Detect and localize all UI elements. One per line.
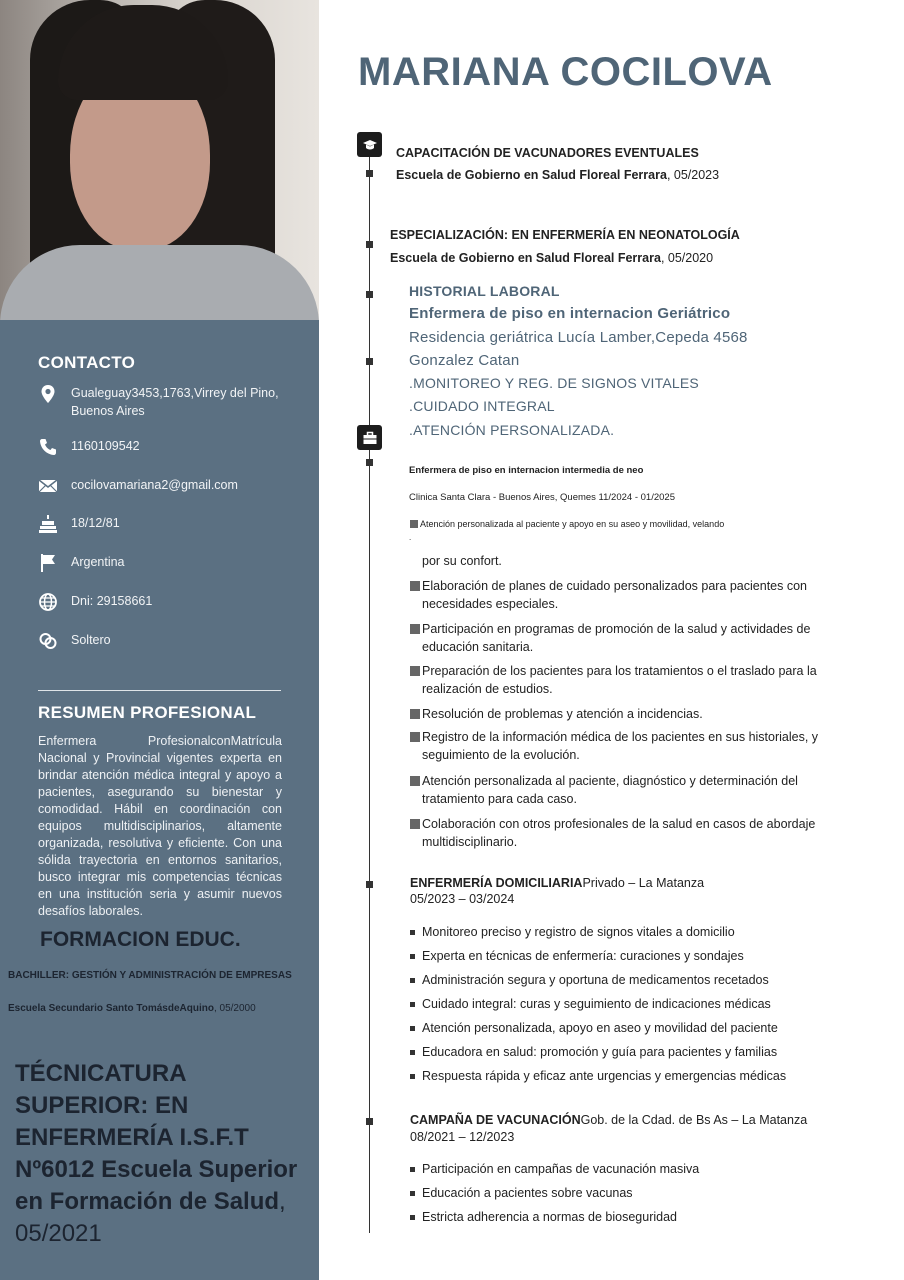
bullet-icon — [410, 978, 415, 983]
location-pin-icon — [38, 384, 58, 404]
job-2-first-text: Atención personalizada al paciente y apoyo en su aseo y movilidad, velando — [420, 519, 725, 529]
job-4-title: CAMPAÑA DE VACUNACIÓN — [410, 1113, 581, 1127]
timeline-dot — [366, 241, 373, 248]
job-2-first-dot: . — [409, 533, 412, 542]
timeline-icon-education — [357, 132, 382, 157]
school-name: Escuela Secundario Santo TomásdeAquino — [8, 1003, 214, 1014]
course-1-school: Escuela de Gobierno en Salud Floreal Ferrara — [396, 168, 667, 182]
bullet-icon — [410, 1167, 415, 1172]
summary-text: Enfermera ProfesionalconMatrícula Nacional y Provincial vigentes experta en brindar atención médica integral y apoyo a pacientes, asegurando su bienestar y comodidad. Hábil en coordinación con equipos multidisciplinarios, altamente organizada, resolutiva y eficiente. Con una sólida trayectoria en entornos sanitarios, busco integrar mis competencias técnicas en una institución seria y asumir nuevos desafíos laborales. — [38, 734, 282, 918]
bachiller-line — [8, 970, 292, 981]
contact-country — [38, 553, 286, 573]
job-2-title: Enfermera de piso en internacion intermedia de neo — [409, 465, 644, 476]
job-2-item: Participación en programas de promoción de la salud y actividades de educación sanitaria. — [410, 620, 830, 656]
profile-photo — [0, 0, 319, 320]
job-2-item: Colaboración con otros profesionales de la salud en casos de abordaje multidisciplinario. — [410, 815, 830, 851]
email-icon — [38, 476, 58, 496]
flag-icon — [38, 553, 58, 573]
status-text: Soltero — [71, 633, 111, 647]
bullet-icon — [410, 930, 415, 935]
course-1-date: , 05/2023 — [666, 168, 720, 182]
summary-title: RESUMEN PROFESIONAL — [38, 703, 257, 722]
square-bullet-icon — [410, 819, 420, 829]
bachiller-label: BACHILLER — [8, 970, 66, 981]
job-4-list — [410, 1157, 699, 1229]
job-1-task-3: .ATENCIÓN PERSONALIZADA. — [409, 422, 615, 438]
history-title: HISTORIAL LABORAL — [409, 283, 560, 299]
sidebar-divider — [38, 690, 281, 691]
country-text: Argentina — [71, 555, 125, 569]
bullet-icon — [410, 1050, 415, 1055]
timeline-dot — [366, 459, 373, 466]
contact-phone — [38, 437, 286, 457]
phone-text[interactable]: 1160109542 — [71, 439, 140, 453]
job-3-title: ENFERMERÍA DOMICILIARIA — [410, 876, 583, 890]
course-2-label: ESPECIALIZACIÓN — [390, 228, 504, 242]
square-bullet-icon — [410, 732, 420, 742]
job-2-item: Atención personalizada al paciente, diagnóstico y determinación del tratamiento para cada caso. — [410, 772, 830, 808]
contact-status — [38, 631, 286, 651]
list-item: Educadora en salud: promoción y guía para pacientes y familias — [410, 1040, 786, 1064]
timeline-icon-work — [357, 425, 382, 450]
course-2-line — [390, 251, 713, 265]
job-3-employer: Privado – La Matanza — [582, 876, 705, 890]
bullet-icon — [410, 1191, 415, 1196]
course-1-title: CAPACITACIÓN DE VACUNADORES EVENTUALES — [396, 146, 699, 160]
cake-icon — [38, 514, 58, 534]
bullet-icon — [410, 1026, 415, 1031]
bullet-icon — [410, 1002, 415, 1007]
timeline-dot — [366, 1118, 373, 1125]
globe-icon — [38, 592, 58, 612]
timeline-dot — [366, 358, 373, 365]
bullet-icon — [410, 1074, 415, 1079]
job-2-item: Elaboración de planes de cuidado personalizados para pacientes con necesidades especiales. — [410, 577, 830, 613]
birthdate-text: 18/12/81 — [71, 516, 120, 530]
course-2-rest: : EN ENFERMERÍA EN NEONATOLOGÍA — [503, 228, 740, 242]
bullet-icon — [410, 1215, 415, 1220]
contact-title: CONTACTO — [38, 353, 136, 372]
rings-icon — [38, 631, 58, 651]
address-text: Gualeguay3453,1763,Virrey del Pino, Buenos Aires — [71, 386, 279, 418]
job-3-dates: 05/2023 – 03/2024 — [410, 892, 515, 906]
job-1-title: Enfermera de piso en internacion Geriátrico — [409, 305, 731, 322]
job-2-item: Preparación de los pacientes para los tratamientos o el traslado para la realización de estudios. — [410, 662, 830, 698]
school-date: , 05/2000 — [213, 1003, 256, 1014]
tecnicatura-label: TÉCNICATURA SUPERIOR — [15, 1060, 186, 1119]
page-title: MARIANA COCILOVA — [358, 50, 773, 94]
list-item: Experta en técnicas de enfermería: curaciones y sondajes — [410, 944, 786, 968]
graduation-cap-icon — [362, 137, 378, 153]
dni-text: Dni: 29158661 — [71, 594, 153, 608]
square-bullet-icon — [410, 581, 420, 591]
tecnicatura-date: , 05/2021 — [15, 1188, 286, 1247]
contact-email — [38, 476, 286, 496]
job-4-header — [410, 1113, 807, 1127]
briefcase-icon — [362, 430, 378, 446]
course-2-school: Escuela de Gobierno en Salud Floreal Ferrara — [390, 251, 661, 265]
course-2-date: , 05/2020 — [660, 251, 714, 265]
square-bullet-icon — [410, 520, 418, 528]
job-2-item: Resolución de problemas y atención a incidencias. — [410, 705, 830, 723]
education-title: FORMACION EDUC. — [40, 928, 241, 951]
timeline-line — [369, 155, 370, 1233]
square-bullet-icon — [410, 709, 420, 719]
bachiller-rest: : GESTIÓN Y ADMINISTRACIÓN DE EMPRESAS — [65, 970, 292, 981]
contact-birthdate — [38, 514, 286, 534]
square-bullet-icon — [410, 776, 420, 786]
job-2-first-cont: por su confort. — [422, 554, 502, 568]
job-2-first-line — [410, 519, 724, 529]
list-item: Atención personalizada, apoyo en aseo y movilidad del paciente — [410, 1016, 786, 1040]
job-1-task-2: .CUIDADO INTEGRAL — [409, 398, 555, 414]
list-item: Monitoreo preciso y registro de signos vitales a domicilio — [410, 920, 786, 944]
job-1-city: Gonzalez Catan — [409, 352, 520, 369]
timeline-dot — [366, 291, 373, 298]
list-item: Respuesta rápida y eficaz ante urgencias y emergencias médicas — [410, 1064, 786, 1088]
job-3-list — [410, 920, 786, 1088]
course-1-line — [396, 168, 719, 182]
list-item: Estricta adherencia a normas de bioseguridad — [410, 1205, 699, 1229]
square-bullet-icon — [410, 624, 420, 634]
job-1-task-1: .MONITOREO Y REG. DE SIGNOS VITALES — [409, 375, 699, 391]
job-1-place: Residencia geriátrica Lucía Lamber,Cepeda 4568 — [409, 329, 748, 346]
timeline-dot — [366, 881, 373, 888]
job-4-dates: 08/2021 – 12/2023 — [410, 1130, 515, 1144]
school-line — [8, 1003, 256, 1014]
job-2-place: Clinica Santa Clara - Buenos Aires, Quemes 11/2024 - 01/2025 — [409, 492, 675, 503]
phone-icon — [38, 437, 58, 457]
contact-dni — [38, 592, 286, 612]
tecnicatura-rest: : EN ENFERMERÍA I.S.F.T Nº6012 Escuela Superior en Formación de Salud — [15, 1092, 298, 1215]
job-4-employer: Gob. de la Cdad. de Bs As – La Matanza — [580, 1113, 808, 1127]
job-2-item: Registro de la información médica de los pacientes en sus historiales, y seguimiento de la evolución. — [410, 728, 830, 764]
job-3-header — [410, 876, 704, 890]
list-item: Administración segura y oportuna de medicamentos recetados — [410, 968, 786, 992]
tecnicatura-block — [15, 1058, 315, 1250]
email-text[interactable]: cocilovamariana2@gmail.com — [71, 478, 238, 492]
list-item: Participación en campañas de vacunación masiva — [410, 1157, 699, 1181]
contact-address — [38, 384, 286, 420]
timeline-dot — [366, 170, 373, 177]
list-item: Educación a pacientes sobre vacunas — [410, 1181, 699, 1205]
square-bullet-icon — [410, 666, 420, 676]
bullet-icon — [410, 954, 415, 959]
course-2-title — [390, 228, 740, 242]
list-item: Cuidado integral: curas y seguimiento de indicaciones médicas — [410, 992, 786, 1016]
